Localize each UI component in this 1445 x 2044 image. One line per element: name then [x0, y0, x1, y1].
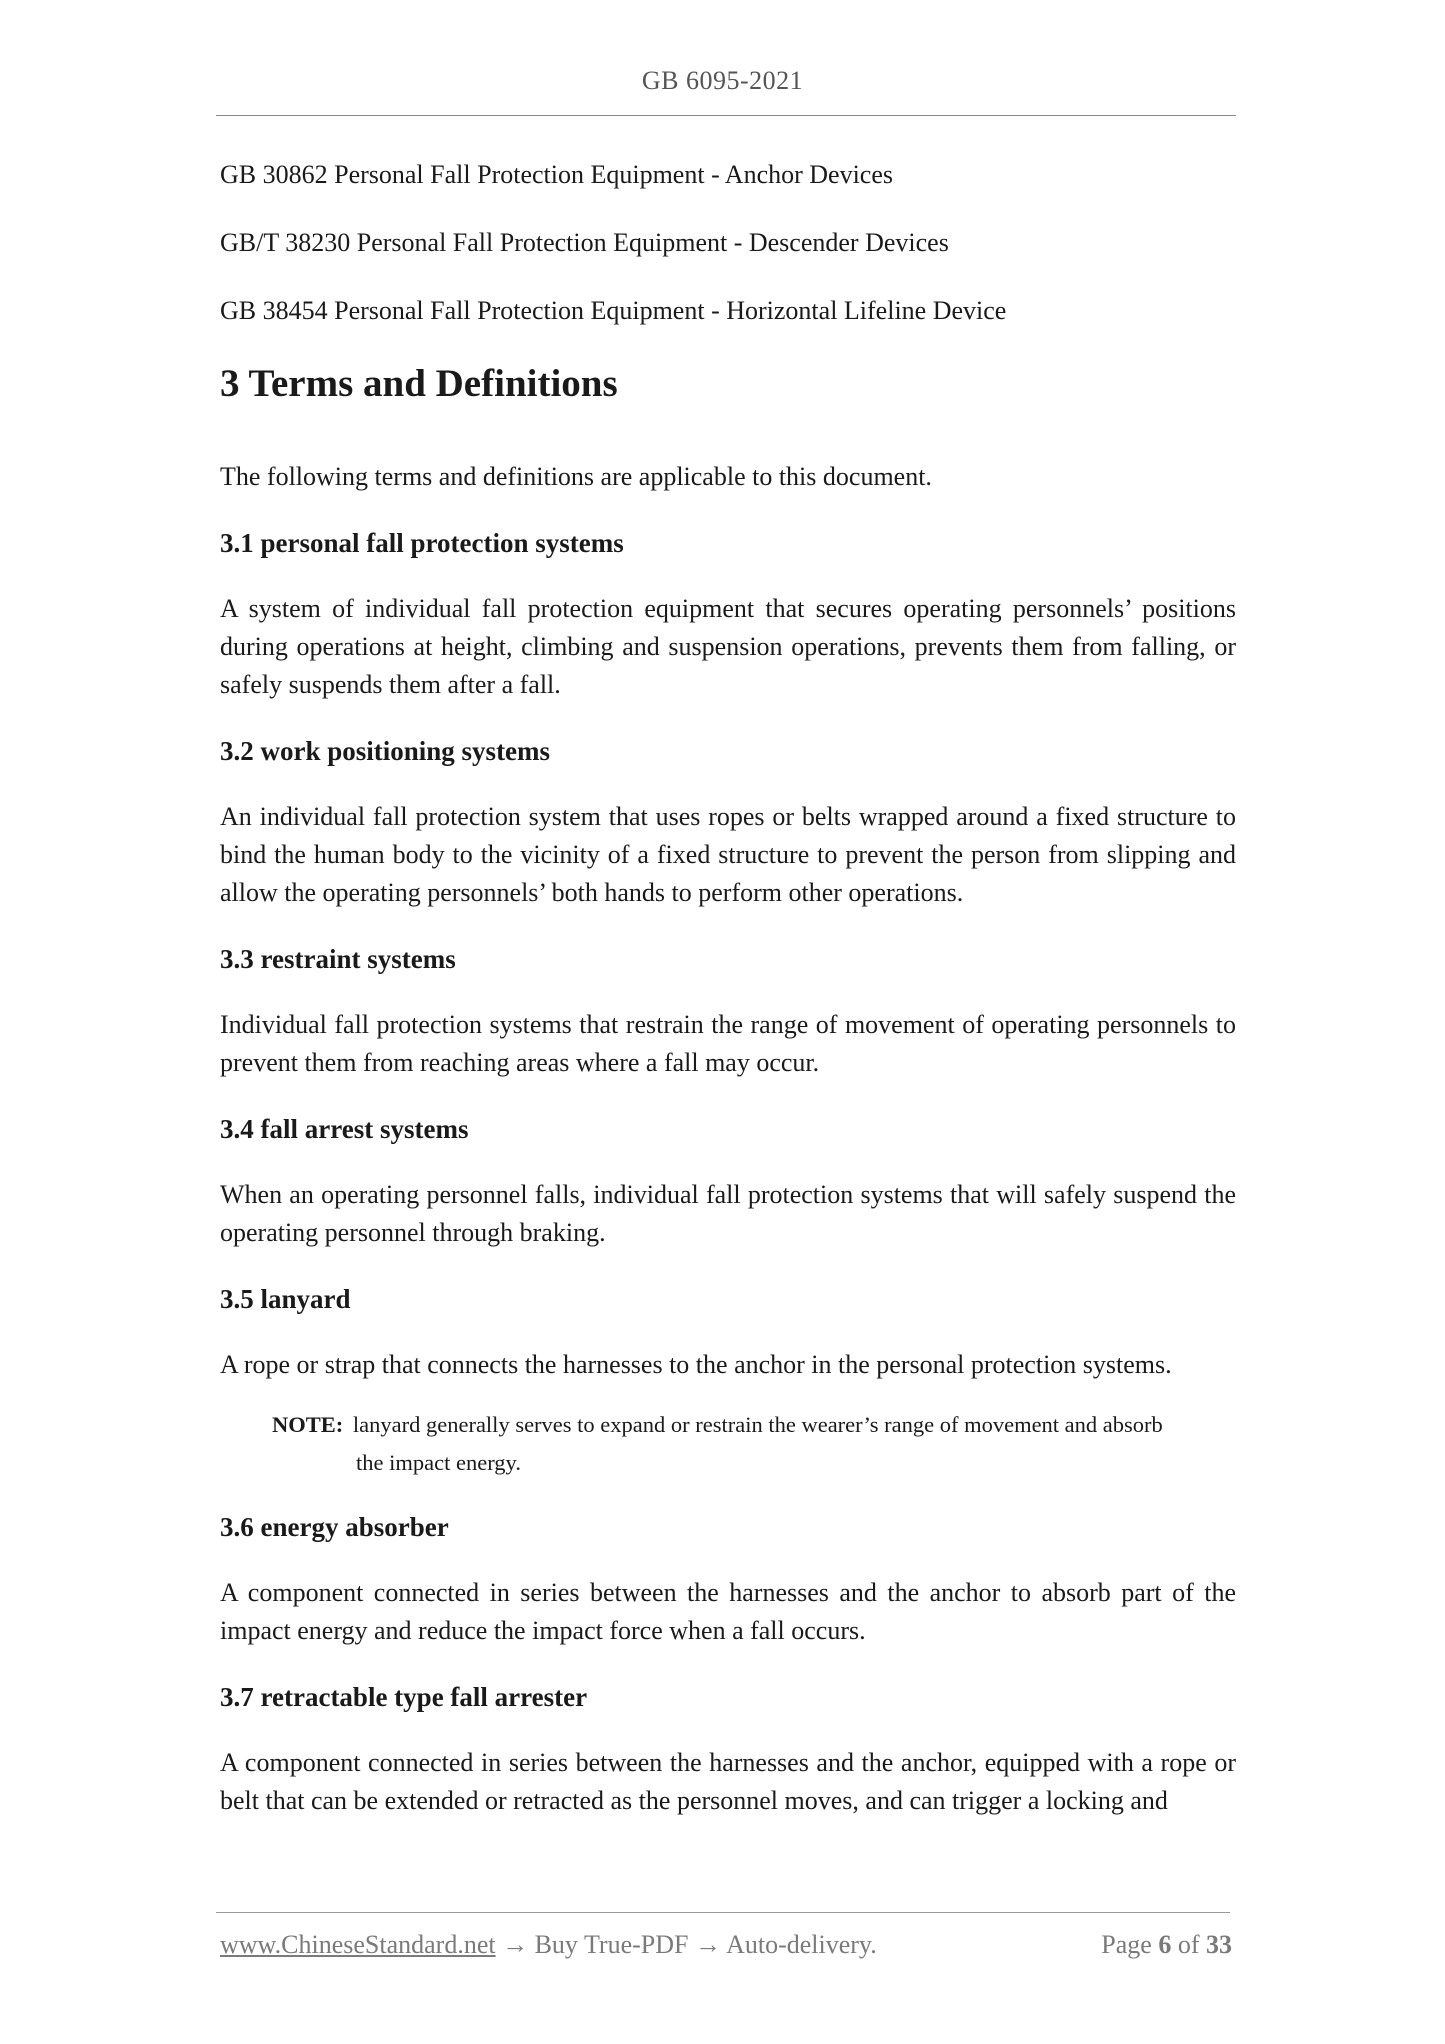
note-text-line1: lanyard generally serves to expand or restrain the wearer’s range of movement and absorb — [352, 1412, 1163, 1437]
buy-pdf-text: Buy True-PDF — [534, 1930, 689, 1959]
footer-divider — [216, 1912, 1230, 1913]
page-total: 33 — [1206, 1930, 1232, 1959]
reference-item: GB 30862 Personal Fall Protection Equipment - Anchor Devices — [220, 160, 894, 189]
footer-promo — [220, 1930, 877, 1960]
page-header-title: GB 6095-2021 — [641, 66, 804, 95]
term-definition-3-7: A component connected in series between the harnesses and the anchor, equipped with a rope or belt that can be extended or retracted as the personnel moves, and can trigger a locking and — [220, 1748, 1236, 1815]
page-current: 6 — [1158, 1930, 1172, 1959]
term-note-3-5 — [272, 1406, 1236, 1482]
term-heading-3-2: 3.2 work positioning systems — [220, 736, 551, 766]
term-heading-3-7: 3.7 retractable type fall arrester — [220, 1682, 588, 1712]
term-definition-3-2: An individual fall protection system that uses ropes or belts wrapped around a fixed structure to bind the human body to the vicinity of a fixed structure to prevent the person from slipping and allow the operating personnels’ both hands to perform other operations. — [220, 802, 1236, 907]
header-divider — [216, 115, 1236, 116]
section-intro: The following terms and definitions are applicable to this document. — [220, 462, 932, 491]
page-word: Page — [1101, 1930, 1152, 1959]
reference-item: GB/T 38230 Personal Fall Protection Equipment - Descender Devices — [220, 228, 949, 257]
page-content — [220, 158, 1236, 1850]
note-text-line2: the impact energy. — [356, 1450, 521, 1475]
page-number — [1101, 1930, 1232, 1960]
term-definition-3-1: A system of individual fall protection equipment that secures operating personnels’ positions during operations at height, climbing and suspension operations, prevents them from falling, or safely suspends them after a fall. — [220, 594, 1236, 699]
reference-item: GB 38454 Personal Fall Protection Equipment - Horizontal Lifeline Device — [220, 296, 1007, 325]
term-heading-3-1: 3.1 personal fall protection systems — [220, 528, 624, 558]
term-heading-3-6: 3.6 energy absorber — [220, 1512, 449, 1542]
note-label: NOTE: — [272, 1412, 344, 1437]
page-of-word: of — [1177, 1930, 1200, 1959]
section-heading: 3 Terms and Definitions — [220, 362, 618, 405]
term-definition-3-4: When an operating personnel falls, individual fall protection systems that will safely suspend the operating personnel through braking. — [220, 1180, 1236, 1247]
arrow-right-icon: → — [695, 1930, 721, 1959]
term-definition-3-3: Individual fall protection systems that restrain the range of movement of operating personnels to prevent them from reaching areas where a fall may occur. — [220, 1010, 1236, 1077]
term-heading-3-5: 3.5 lanyard — [220, 1284, 351, 1314]
term-definition-3-5: A rope or strap that connects the harnesses to the anchor in the personal protection systems. — [220, 1350, 1172, 1379]
term-heading-3-3: 3.3 restraint systems — [220, 944, 456, 974]
arrow-right-icon: → — [502, 1930, 529, 1959]
term-definition-3-6: A component connected in series between the harnesses and the anchor to absorb part of the impact energy and reduce the impact force when a fall occurs. — [220, 1578, 1236, 1645]
auto-delivery-text: Auto-delivery. — [726, 1930, 877, 1959]
term-heading-3-4: 3.4 fall arrest systems — [220, 1114, 469, 1144]
website-link[interactable]: www.ChineseStandard.net — [220, 1930, 496, 1959]
